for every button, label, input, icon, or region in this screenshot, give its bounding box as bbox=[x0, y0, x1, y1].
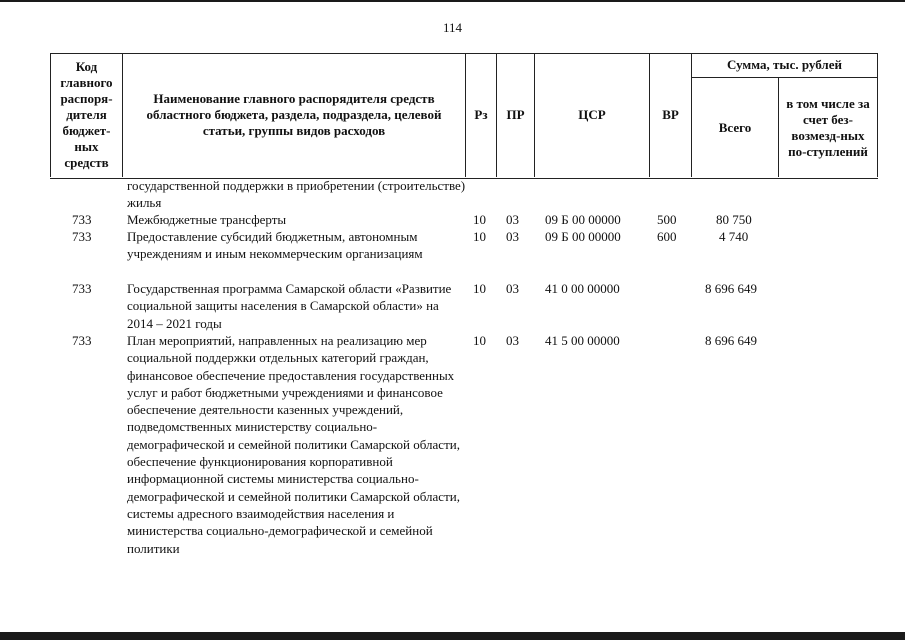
row-rz: 10 bbox=[473, 212, 486, 227]
row-pr: 03 bbox=[506, 333, 519, 348]
row-name: Предоставление субсидий бюджетным, автономным учреждениям и иным некоммерческим организациям bbox=[127, 229, 423, 262]
row-rz: 10 bbox=[473, 281, 486, 296]
row-vr: 600 bbox=[657, 229, 677, 244]
top-border bbox=[0, 0, 905, 2]
row-name: Межбюджетные трансферты bbox=[127, 212, 287, 227]
row-name: государственной поддержки в приобретении (строительстве) жилья bbox=[127, 178, 466, 211]
row-csr: 41 5 00 00000 bbox=[545, 333, 620, 348]
row-code: 733 bbox=[72, 281, 92, 296]
row-csr: 09 Б 00 00000 bbox=[545, 229, 621, 244]
row-pr: 03 bbox=[506, 281, 519, 296]
row-rz: 10 bbox=[473, 229, 486, 244]
row-total: 80 750 bbox=[716, 212, 752, 227]
header-name: Наименование главного распорядителя средств областного бюджета, раздела, подраздела, целевой статьи, группы видов расходов bbox=[122, 53, 465, 177]
row-name: План мероприятий, направленных на реализацию мер социальной поддержки отдельных категорий граждан, финансовое обеспечение предоставления государственных услуг и работ бюджетными учреждениями и финансовое обеспечение деятельности казенных учреждений, подведомственных министерству социально-демографической и семейной политики Самарской области, обеспечение функционирования корпоративной информационной системы министерства социально-демографической и семейной политики Самарской области, системы адресного взаимодействия населения и министерства социально-демографической и семейной политики bbox=[127, 333, 460, 556]
row-vr: 500 bbox=[657, 212, 677, 227]
row-total: 8 696 649 bbox=[705, 333, 757, 348]
row-code: 733 bbox=[72, 333, 92, 348]
header-rz: Рз bbox=[465, 53, 496, 177]
row-rz: 10 bbox=[473, 333, 486, 348]
header-sum: Сумма, тыс. рублей bbox=[691, 53, 878, 78]
header-code: Код главного распоря-дителя бюджет-ных средств bbox=[50, 53, 122, 177]
row-total: 8 696 649 bbox=[705, 281, 757, 296]
header-pr: ПР bbox=[496, 53, 534, 177]
row-name: Государственная программа Самарской области «Развитие социальной защиты населения в Самарской области» на 2014 – 2021 годы bbox=[127, 281, 452, 331]
row-csr: 09 Б 00 00000 bbox=[545, 212, 621, 227]
row-code: 733 bbox=[72, 229, 92, 244]
header-csr: ЦСР bbox=[534, 53, 649, 177]
row-total: 4 740 bbox=[719, 229, 749, 244]
header-free: в том числе за счет без-возмезд-ных по-ступлений bbox=[778, 78, 878, 177]
header-vr: ВР bbox=[649, 53, 691, 177]
row-pr: 03 bbox=[506, 229, 519, 244]
row-csr: 41 0 00 00000 bbox=[545, 281, 620, 296]
row-code: 733 bbox=[72, 212, 92, 227]
row-pr: 03 bbox=[506, 212, 519, 227]
header-total: Всего bbox=[691, 78, 778, 177]
bottom-border bbox=[0, 632, 905, 640]
page-number: 114 bbox=[442, 20, 463, 35]
